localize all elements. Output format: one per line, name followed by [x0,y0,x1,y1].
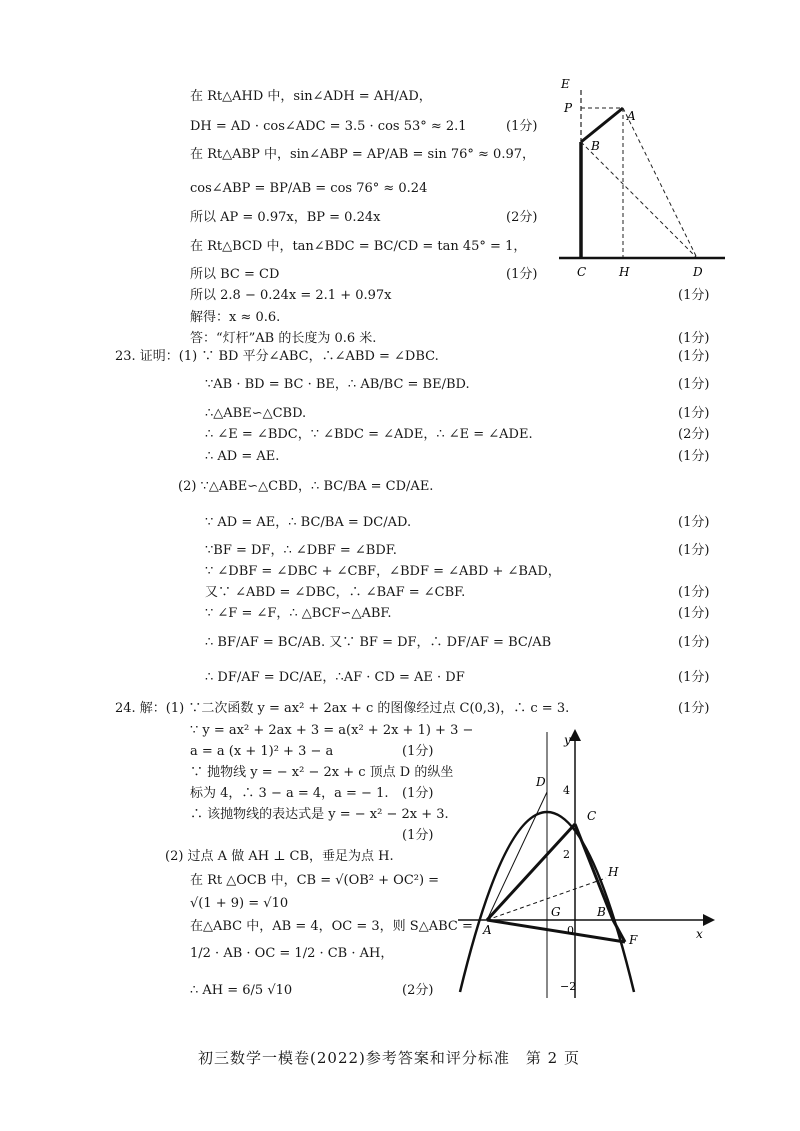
q23-line-1: 23. 证明：(1) ∵ BD 平分∠ABC，∴∠ABD = ∠DBC. [115,349,439,364]
q22-line-1: 在 Rt△AHD 中，sin∠ADH = AH/AD， [190,89,432,104]
fig2-tick-neg2: −2 [560,980,577,993]
q22-line-3: 在 Rt△ABP 中，sin∠ABP = AP/AB = sin 76° ≈ 0.97， [190,147,535,162]
q23-score-5: (1分) [678,449,710,464]
q22-line-2: DH = AD · cos∠ADC = 3.5 · cos 53° ≈ 2.1 [190,119,467,134]
q23-score-7: (1分) [678,515,710,530]
q24-line-9: 在 Rt △OCB 中，CB = √(OB² + OC²) = [190,873,440,888]
q23-score-11: (1分) [678,606,710,621]
q24-line-4: ∵ 抛物线 y = − x² − 2x + c 顶点 D 的纵坐 [190,765,454,780]
q23-line-8: ∵BF = DF，∴ ∠DBF = ∠BDF. [205,543,397,558]
q23-line-11: ∵ ∠F = ∠F，∴ △BCF∽△ABF. [205,606,392,621]
q24-line-11: 在△ABC 中，AB = 4，OC = 3，则 S△ABC = [190,919,473,934]
q23-line-4: ∴ ∠E = ∠BDC，∵ ∠BDC = ∠ADE，∴ ∠E = ∠ADE. [205,427,533,442]
q23-line-2: ∵AB · BD = BC · BE，∴ AB/BC = BE/BD. [205,377,470,392]
q22-line-8: 所以 2.8 − 0.24x = 2.1 + 0.97x [190,288,392,303]
q23-line-10: 又∵ ∠ABD = ∠DBC，∴ ∠BAF = ∠CBF. [205,585,466,600]
fig2-label-h: H [608,865,619,879]
page-footer: 初三数学一模卷(2022)参考答案和评分标准 第 2 页 [198,1049,580,1067]
fig2-tick-4: 4 [563,784,570,797]
q22-score-2: (1分) [506,119,538,134]
q24-score-7: (1分) [402,828,434,843]
q23-score-8: (1分) [678,543,710,558]
fig2-origin-label: 0 [567,924,574,937]
q23-score-1: (1分) [678,349,710,364]
fig2-label-f: F [629,933,638,947]
q23-score-3: (1分) [678,406,710,421]
fig2-label-c: C [587,809,597,823]
fig1-label-b: B [591,139,600,153]
fig2-tick-2: 2 [563,848,570,861]
q23-line-7: ∵ AD = AE，∴ BC/BA = DC/AD. [205,515,412,530]
q23-score-2: (1分) [678,377,710,392]
q23-score-12: (1分) [678,635,710,650]
fig2-label-a: A [483,923,492,937]
q24-score-13: (2分) [402,983,434,998]
q24-score-5: (1分) [402,786,434,801]
q24-line-3: a = a (x + 1)² + 3 − a [190,744,334,759]
q24-line-8: (2) 过点 A 做 AH ⊥ CB，垂足为点 H. [165,849,394,864]
q23-line-5: ∴ AD = AE. [205,449,280,464]
q23-line-3: ∴△ABE∽△CBD. [205,406,307,421]
q24-figure [450,722,730,1002]
fig1-label-c: C [577,265,587,279]
q24-line-2: ∵ y = ax² + 2ax + 3 = a(x² + 2x + 1) + 3 − [190,723,474,738]
fig1-label-h: H [619,265,630,279]
q24-line-6: ∴ 该抛物线的表达式是 y = − x² − 2x + 3. [190,807,449,822]
fig1-label-d: D [693,265,703,279]
fig2-label-y: y [564,733,571,747]
q22-line-10: 答：“灯杆”AB 的长度为 0.6 米. [190,331,377,346]
fig2-label-g: G [551,905,561,919]
q22-score-10: (1分) [678,331,710,346]
q22-score-5: (2分) [506,210,538,225]
q22-line-4: cos∠ABP = BP/AB = cos 76° ≈ 0.24 [190,181,428,196]
q22-line-7: 所以 BC = CD [190,267,280,282]
q23-line-13: ∴ DF/AF = DC/AE，∴AF · CD = AE · DF [205,670,465,685]
q23-score-4: (2分) [678,427,710,442]
q24-score-3: (1分) [402,744,434,759]
fig2-label-x: x [696,927,703,941]
fig1-label-e: E [561,77,570,91]
q24-line-13: ∴ AH = 6/5 √10 [190,983,293,998]
q23-line-9: ∵ ∠DBF = ∠DBC + ∠CBF，∠BDF = ∠ABD + ∠BAD， [205,564,561,579]
q22-line-9: 解得：x ≈ 0.6. [190,310,281,325]
q24-line-5: 标为 4，∴ 3 − a = 4，a = − 1. [190,786,389,801]
q22-score-7: (1分) [506,267,538,282]
q22-line-6: 在 Rt△BCD 中，tan∠BDC = BC/CD = tan 45° = 1， [190,239,527,254]
q24-line-10: √(1 + 9) = √10 [190,896,289,911]
fig2-label-d: D [536,775,546,789]
q24-line-12: 1/2 · AB · OC = 1/2 · CB · AH， [190,946,394,961]
q23-score-10: (1分) [678,585,710,600]
q24-line-1: 24. 解：(1) ∵二次函数 y = ax² + 2ax + c 的图像经过点 C(0,3)，∴ c = 3. [115,701,570,716]
fig1-label-p: P [564,101,573,115]
q23-score-13: (1分) [678,670,710,685]
q22-score-8: (1分) [678,288,710,303]
q24-score-1: (1分) [678,701,710,716]
q23-line-12: ∴ BF/AF = BC/AB. 又∵ BF = DF，∴ DF/AF = BC/AB [205,635,552,650]
fig2-label-b: B [597,905,606,919]
fig1-label-a: A [627,109,636,123]
q23-line-6: (2) ∵△ABE∽△CBD，∴ BC/BA = CD/AE. [178,479,434,494]
q22-line-5: 所以 AP = 0.97x，BP = 0.24x [190,210,381,225]
q22-figure [555,72,735,282]
